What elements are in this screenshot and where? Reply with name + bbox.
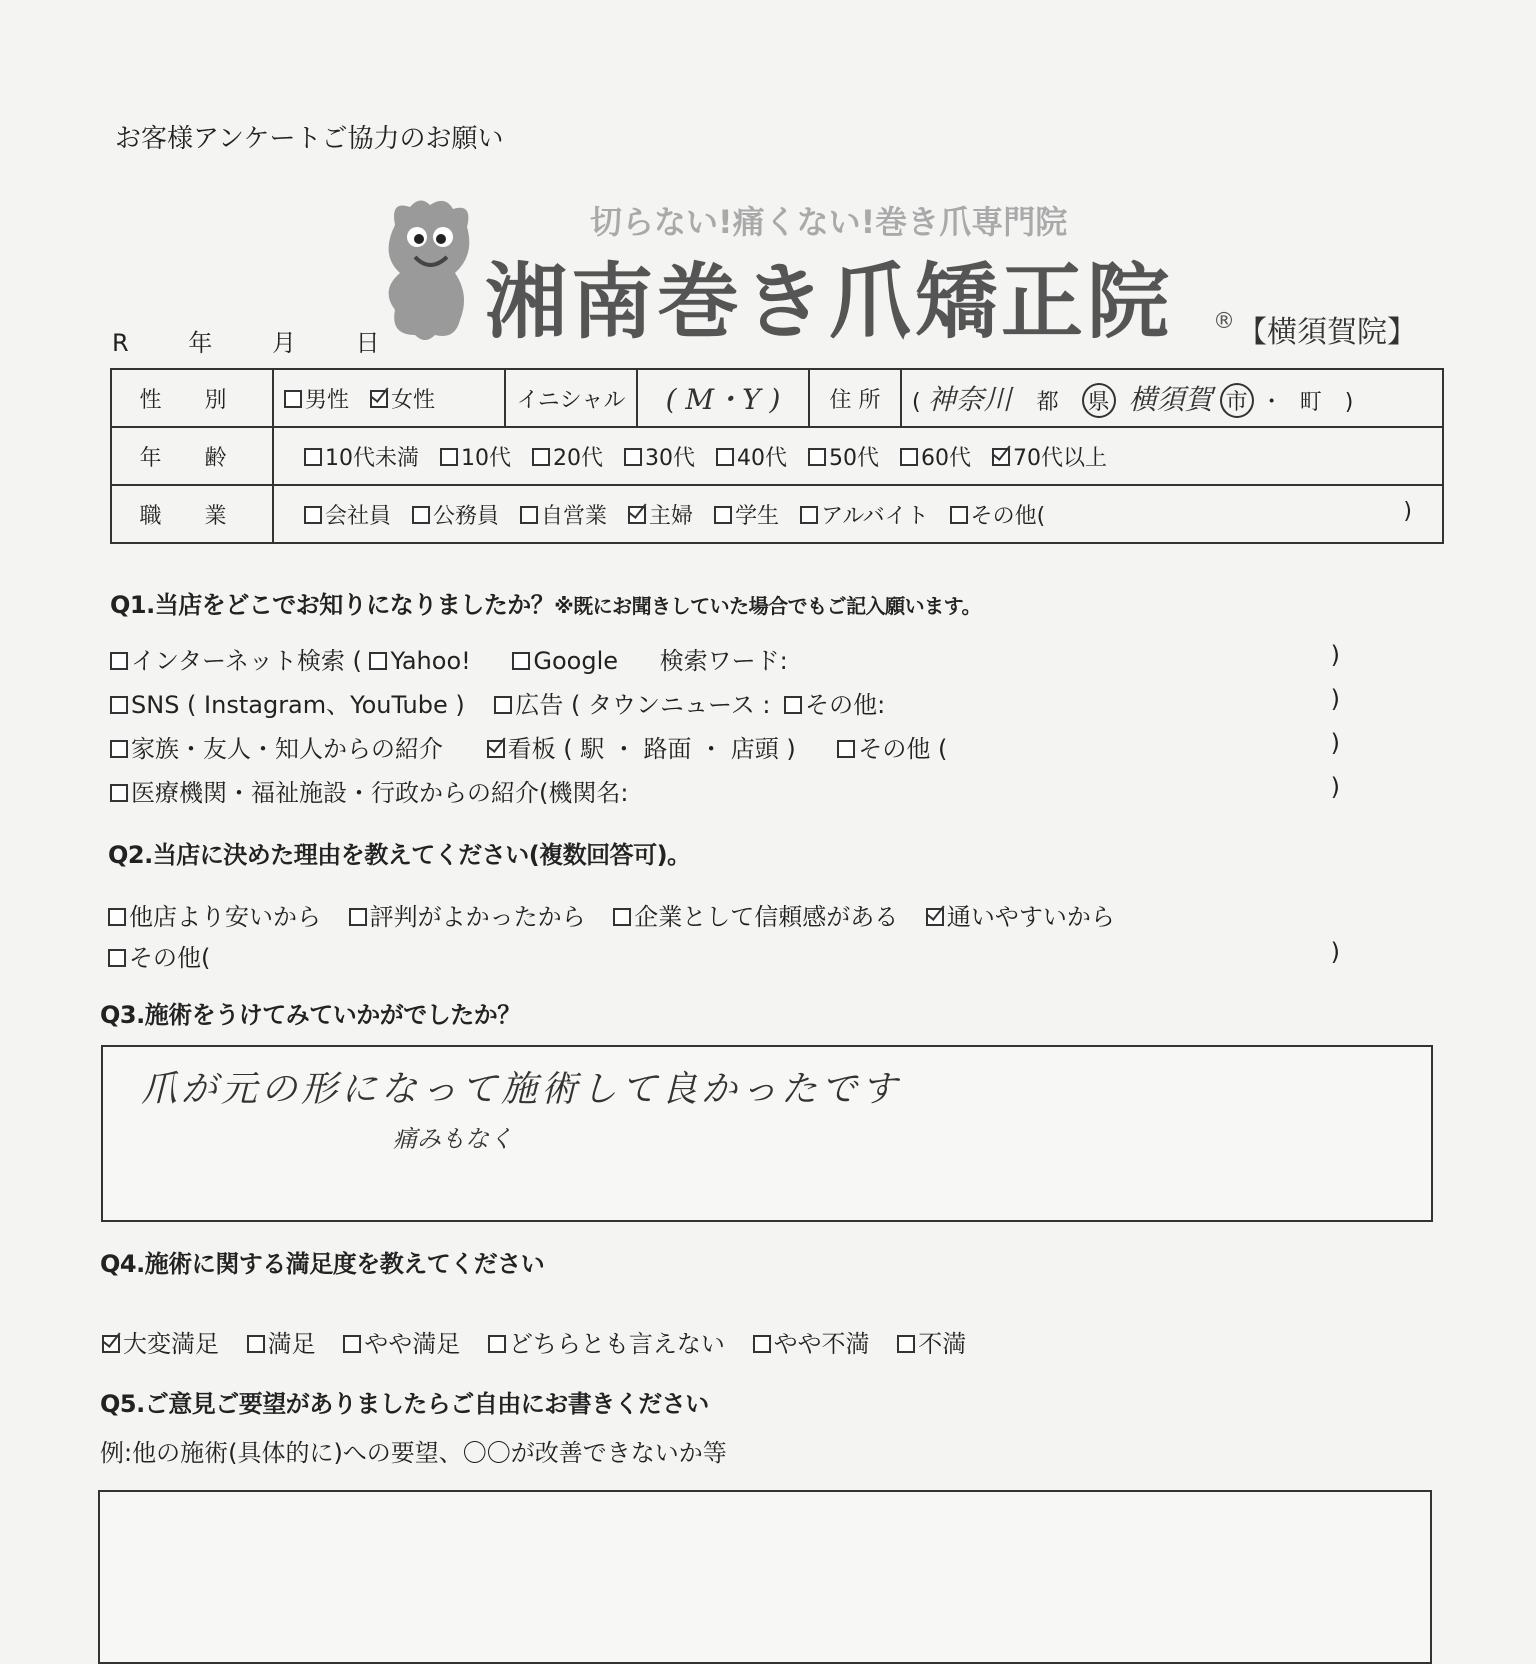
date-year: 年 [188, 329, 213, 357]
gender-label: 性 別 [111, 369, 273, 427]
address-prefecture: 神奈川 [927, 383, 1012, 416]
q2-options [108, 897, 1129, 932]
q4-checkbox-3[interactable] [488, 1335, 506, 1353]
ad-other-checkbox[interactable] [784, 696, 802, 714]
q5-example: 例:他の施術(具体的に)への要望、〇〇が改善できないか等 [100, 1439, 727, 1467]
q5-title: Q5.ご意見ご要望がありましたらご自由にお書きください [100, 1390, 709, 1418]
date-line [112, 323, 380, 358]
address-field[interactable] [901, 369, 1443, 427]
female-label: 女性 [391, 387, 436, 413]
logo [375, 195, 1435, 365]
date-day: 日 [355, 329, 380, 357]
referral-checkbox[interactable] [110, 740, 128, 758]
age-options [273, 427, 1443, 485]
q4-title: Q4.施術に関する満足度を教えてください [100, 1250, 545, 1278]
q4-option-label: 不満 [918, 1330, 967, 1358]
job-option-label: 公務員 [433, 503, 500, 529]
other-source-label: その他 ( [858, 735, 948, 763]
job-checkbox-3[interactable] [628, 506, 646, 524]
age-option-label: 60代 [921, 445, 971, 471]
row4-close: ) [1330, 773, 1340, 801]
address-to: 都 [1036, 390, 1059, 415]
q4-option-label: 大変満足 [123, 1330, 219, 1358]
age-option-label: 10代 [461, 445, 511, 471]
ad-checkbox[interactable] [494, 696, 512, 714]
sns-label: SNS ( Instagram、YouTube ) [131, 691, 465, 719]
branch-name: 【横須賀院】 [1237, 315, 1417, 350]
q5-answer-box[interactable] [98, 1490, 1432, 1664]
survey-title: お客様アンケートご協力のお願い [115, 124, 504, 154]
age-checkbox-5[interactable] [808, 448, 826, 466]
q2-option-label: 他店より安いから [129, 903, 321, 931]
q4-option-label: 満足 [267, 1330, 316, 1358]
ad-label: 広告 ( タウンニュース : [515, 691, 771, 719]
male-label: 男性 [305, 387, 350, 413]
address-city: 横須賀 [1128, 383, 1213, 416]
internet-label: インターネット検索 ( [131, 647, 362, 675]
signboard-label: 看板 ( 駅 ・ 路面 ・ 店頭 ) [507, 735, 796, 763]
q2-checkbox-2[interactable] [613, 908, 631, 926]
job-checkbox-1[interactable] [412, 506, 430, 524]
mascot-icon [375, 195, 485, 345]
q2-other-row [108, 938, 1340, 973]
age-option-label: 30代 [645, 445, 695, 471]
q4-option-label: やや不満 [773, 1330, 870, 1358]
address-ken: 県 [1082, 383, 1116, 418]
address-open: ( [912, 390, 921, 415]
q2-option-label: 企業として信頼感がある [634, 903, 899, 931]
row-age [111, 427, 1443, 485]
initial-label: イニシャル [505, 369, 637, 427]
q3-title: Q3.施術をうけてみていかがでしたか？ [100, 1001, 521, 1029]
age-checkbox-3[interactable] [624, 448, 642, 466]
job-checkbox-2[interactable] [520, 506, 538, 524]
job-checkbox-4[interactable] [714, 506, 732, 524]
job-option-label: その他( [970, 503, 1046, 529]
ad-other-label: その他: [805, 691, 886, 719]
q1-heading [110, 585, 981, 620]
google-label: Google [533, 647, 619, 675]
age-checkbox-2[interactable] [532, 448, 550, 466]
male-checkbox[interactable] [284, 390, 302, 408]
job-checkbox-5[interactable] [800, 506, 818, 524]
date-era: R [112, 329, 129, 357]
yahoo-label: Yahoo! [390, 647, 471, 675]
job-option-label: 自営業 [541, 503, 608, 529]
job-options [273, 485, 1443, 543]
internet-checkbox[interactable] [110, 652, 128, 670]
q2-other-checkbox[interactable] [108, 949, 126, 967]
q1-row-4 [110, 773, 1340, 808]
q3-answer-text: 爪が元の形になって施術して良かったです [141, 1069, 902, 1110]
sns-checkbox[interactable] [110, 696, 128, 714]
age-option-label: 50代 [829, 445, 879, 471]
q2-option-label: 通いやすいから [946, 903, 1115, 931]
row1-close: ) [1330, 641, 1340, 669]
address-close: ) [1344, 390, 1354, 415]
age-option-label: 10代未満 [325, 445, 419, 471]
job-option-label: 会社員 [325, 503, 392, 529]
age-option-label: 20代 [553, 445, 603, 471]
initial-value[interactable]: ( M・Y ) [637, 369, 809, 427]
q4-checkbox-2[interactable] [343, 1335, 361, 1353]
yahoo-checkbox[interactable] [369, 652, 387, 670]
referral-label: 家族・友人・知人からの紹介 [131, 735, 443, 763]
q3-answer-box[interactable] [101, 1045, 1433, 1222]
age-checkbox-6[interactable] [900, 448, 918, 466]
medical-label: 医療機関・福祉施設・行政からの紹介(機関名: [131, 779, 629, 807]
job-option-label: 主婦 [649, 503, 694, 529]
q2-other-close: ) [1330, 938, 1340, 966]
female-checkbox[interactable] [370, 390, 388, 408]
q1-title: Q1.当店をどこでお知りになりましたか？ [110, 591, 555, 619]
q1-note: ※既にお聞きしていた場合でもご記入願います。 [554, 594, 982, 618]
q1-row-3 [110, 729, 1340, 764]
q4-checkbox-0[interactable] [102, 1335, 120, 1353]
address-label: 住 所 [809, 369, 901, 427]
q2-checkbox-1[interactable] [349, 908, 367, 926]
age-checkbox-4[interactable] [716, 448, 734, 466]
age-option-label: 70代以上 [1013, 445, 1107, 471]
q2-checkbox-3[interactable] [926, 908, 944, 926]
q4-checkbox-5[interactable] [897, 1335, 915, 1353]
age-option-label: 40代 [737, 445, 787, 471]
job-checkbox-6[interactable] [950, 506, 968, 524]
age-checkbox-0[interactable] [304, 448, 322, 466]
q4-option-label: どちらとも言えない [508, 1330, 725, 1358]
q4-options [102, 1324, 980, 1359]
q2-other-label: その他( [129, 944, 211, 972]
address-shi: 市 [1220, 383, 1254, 418]
row-job [111, 485, 1443, 543]
medical-checkbox[interactable] [110, 784, 128, 802]
q4-checkbox-1[interactable] [247, 1335, 265, 1353]
address-sep: ・ [1260, 390, 1283, 415]
row2-close: ) [1330, 685, 1340, 713]
search-word-label: 検索ワード: [659, 647, 788, 675]
q4-checkbox-4[interactable] [753, 1335, 771, 1353]
google-checkbox[interactable] [512, 652, 530, 670]
job-label: 職 業 [111, 485, 273, 543]
q2-option-label: 評判がよかったから [369, 903, 586, 931]
job-option-label: アルバイト [821, 503, 929, 529]
signboard-checkbox[interactable] [487, 740, 505, 758]
q1-row-1 [110, 641, 1340, 676]
q2-title: Q2.当店に決めた理由を教えてください(複数回答可)。 [108, 841, 691, 869]
other-source-checkbox[interactable] [837, 740, 855, 758]
age-label: 年 齢 [111, 427, 273, 485]
job-option-label: 学生 [735, 503, 780, 529]
info-table [110, 368, 1444, 544]
job-checkbox-0[interactable] [304, 506, 322, 524]
q4-option-label: やや満足 [364, 1330, 461, 1358]
logo-tagline: 切らない!痛くない!巻き爪専門院 [590, 203, 1068, 241]
age-checkbox-1[interactable] [440, 448, 458, 466]
q1-row-2 [110, 685, 1340, 720]
date-month: 月 [271, 329, 296, 357]
registered-mark: ® [1213, 309, 1235, 334]
q3-answer-insert: 痛みもなく [393, 1125, 513, 1153]
q2-checkbox-0[interactable] [108, 908, 126, 926]
job-other-close: ) [1403, 498, 1412, 524]
address-cho: 町 [1299, 390, 1322, 415]
age-checkbox-7[interactable] [992, 448, 1010, 466]
logo-name: 湘南巻き爪矯正院 [485, 255, 1174, 350]
row3-close: ) [1330, 729, 1340, 757]
row-gender [111, 369, 1443, 427]
